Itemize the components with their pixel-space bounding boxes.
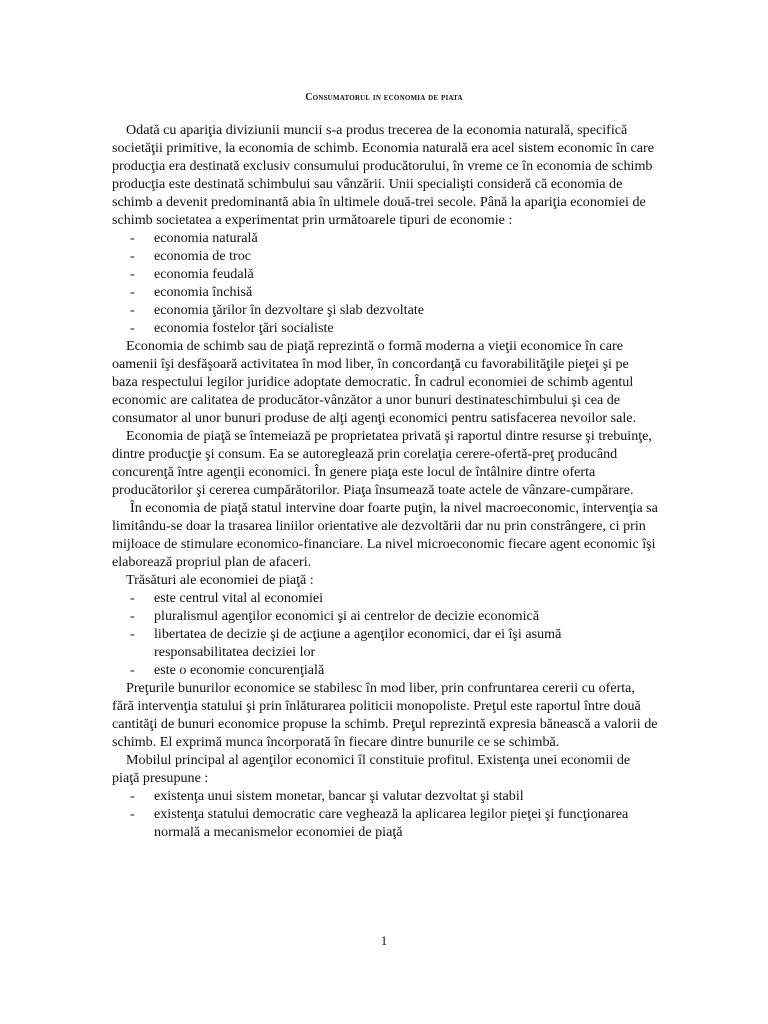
bullet-dash: - (130, 590, 135, 606)
paragraph-prices: Preţurile bunurilor economice se stabilesc în mod liber, prin confruntarea cererii cu oferta, fără intervenţia statului şi prin înlăturarea politicii monopoliste. Preţul este raportul între două cantităţi de bunuri economice propuse la schimb. Preţul reprezintă expresia bănească a valorii de schimb. El exprimă munca încorporată în fiecare dintre bunurile ce se schimbă. (112, 680, 658, 750)
list-item-text: libertatea de decizie şi de acţiune a agenţilor economici, dar ei îşi asumă responsabilitatea deciziei lor (154, 626, 562, 660)
prerequisites-list (112, 787, 658, 841)
list-item (112, 265, 658, 283)
bullet-dash: - (130, 230, 135, 246)
bullet-dash: - (130, 302, 135, 318)
list-item (112, 787, 658, 805)
bullet-dash: - (130, 626, 135, 642)
bullet-dash: - (130, 320, 135, 336)
list-item-text: economia ţărilor în dezvoltare şi slab dezvoltate (154, 302, 425, 318)
market-features-list (112, 589, 658, 679)
list-item (112, 607, 658, 625)
paragraph-profit: Mobilul principal al agenţilor economici îl constituie profitul. Existenţa unei economii de piaţă presupune : (112, 752, 631, 786)
bullet-dash: - (130, 806, 135, 822)
bullet-dash: - (130, 284, 135, 300)
list-item (112, 661, 658, 679)
list-item (112, 589, 658, 607)
paragraph-state-intervention: În economia de piaţă statul intervine doar foarte puţin, la nivel macroeconomic, intervenţia sa limitându-se doar la trasarea liniilor orientative ale dezvoltării dar nu prin constrângere, ci prin mijloace de stimulare economico-financiare. La nivel microeconomic fiecare agent economic îşi elaborează propriul plan de afaceri. (112, 500, 658, 570)
list-item (112, 319, 658, 337)
page-number: 1 (380, 933, 388, 948)
list-item-text: economia naturală (154, 230, 258, 246)
list-item (112, 625, 658, 661)
list-item-text: este centrul vital al economiei (154, 590, 324, 606)
list-item (112, 283, 658, 301)
list-item (112, 805, 658, 841)
paragraph-market-economy-definition: Economia de schimb sau de piaţă reprezintă o formă moderna a vieţii economice în care oamenii îşi desfăşoară activitatea în mod liber, în concordanţă cu favorabilităţile pieţei şi pe baza respectului legilor juridice adoptate democratic. În cadrul economiei de schimb agentul economic are calitatea de producător-vânzător a unor bunuri destinateschimbului şi cea de consumator al unor bunuri produse de alţi agenţi economici pentru satisfacerea nevoilor sale. (112, 338, 637, 426)
bullet-dash: - (130, 788, 135, 804)
list-item-text: economia de troc (154, 248, 252, 264)
paragraph-private-property: Economia de piaţă se întemeiază pe proprietatea privată şi raportul dintre resurse şi trebuinţe, dintre producţie şi consum. Ea se autoreglează prin corelaţia cerere-ofertă-preţ producând concurenţă între agenţii economici. În genere piaţa este locul de întâlnire dintre oferta producătorilor şi cererea cumpărătorilor. Piaţa însumează toate actele de vânzare-cumpărare. (112, 428, 652, 498)
list-item-text: economia fostelor ţări socialiste (154, 320, 334, 336)
bullet-dash: - (130, 608, 135, 624)
list-item-text: economia închisă (154, 284, 253, 300)
list-item-text: existenţa statului democratic care veghează la aplicarea legilor pieţei şi funcţionarea normală a mecanismelor economiei de piaţă (154, 806, 629, 840)
list-item-text: pluralismul agenţilor economici şi ai centrelor de decizie economică (154, 608, 540, 624)
bullet-dash: - (130, 266, 135, 282)
document-body (112, 121, 658, 841)
list-item (112, 229, 658, 247)
list-item-text: este o economie concurenţială (154, 662, 325, 678)
list-item (112, 301, 658, 319)
document-title: Consumatorul in economia de piata (305, 92, 463, 103)
list-item-text: existenţa unui sistem monetar, bancar şi valutar dezvoltat şi stabil (154, 788, 524, 804)
list-item-text: economia feudală (154, 266, 254, 282)
economy-types-list (112, 229, 658, 337)
bullet-dash: - (130, 662, 135, 678)
paragraph-features-heading: Trăsături ale economiei de piaţă : (126, 572, 314, 588)
list-item (112, 247, 658, 265)
bullet-dash: - (130, 248, 135, 264)
paragraph-exchange-economy-intro: Odată cu apariţia diviziunii muncii s-a produs trecerea de la economia naturală, specifică societăţii primitive, la economia de schimb. Economia naturală era acel sistem economic în care producţia era destinată exclusiv consumului producătorului, în vreme ce în economia de schimb producţia este destinată schimbului sau vânzării. Unii specialişti consideră că economia de schimb a devenit predominantă abia în ultimele două-trei secole. Până la apariţia economiei de schimb societatea a experimentat prin următoarele tipuri de economie : (112, 122, 655, 228)
